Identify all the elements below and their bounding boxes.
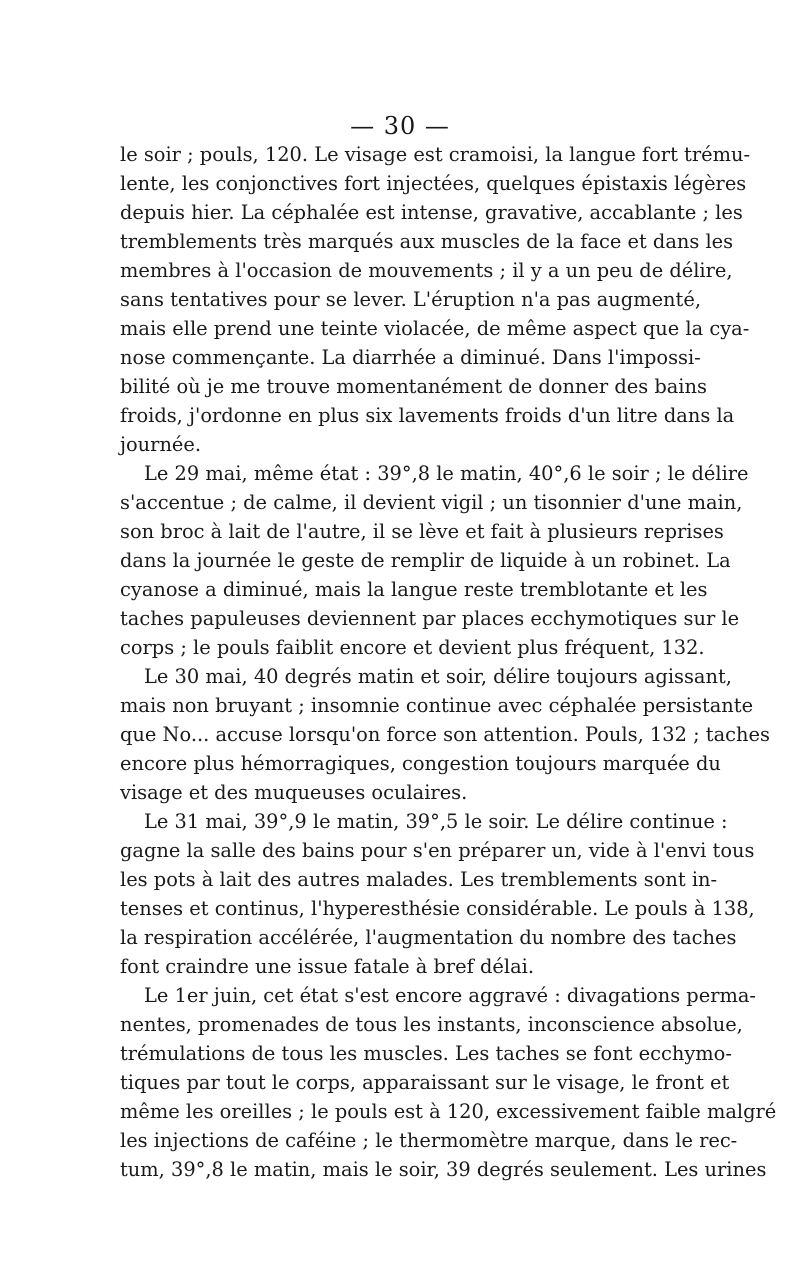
text-line: tum, 39°,8 le matin, mais le soir, 39 degrés seulement. Les urines: [120, 1158, 767, 1181]
page-number: — 30 —: [350, 112, 450, 140]
text-line: trémulations de tous les muscles. Les taches se font ecchymo-: [120, 1042, 732, 1065]
text-line: cyanose a diminué, mais la langue reste tremblotante et les: [120, 578, 708, 601]
text-line: font craindre une issue fatale à bref délai.: [120, 955, 535, 978]
text-line: Le 30 mai, 40 degrés matin et soir, délire toujours agissant,: [144, 665, 732, 688]
text-line: lente, les conjonctives fort injectées, quelques épistaxis légères: [120, 172, 747, 195]
text-line: Le 1er juin, cet état s'est encore aggravé : divagations perma-: [144, 984, 756, 1007]
body-text: [120, 140, 777, 1184]
text-line: membres à l'occasion de mouvements ; il y a un peu de délire,: [120, 259, 733, 282]
text-line: gagne la salle des bains pour s'en préparer un, vide à l'envi tous: [120, 839, 755, 862]
text-line: froids, j'ordonne en plus six lavements froids d'un litre dans la: [120, 404, 735, 427]
text-line: son broc à lait de l'autre, il se lève et fait à plusieurs reprises: [120, 520, 724, 543]
text-line: que No... accuse lorsqu'on force son attention. Pouls, 132 ; taches: [120, 723, 770, 746]
text-line: visage et des muqueuses oculaires.: [120, 781, 468, 804]
text-line: la respiration accélérée, l'augmentation du nombre des taches: [120, 926, 737, 949]
text-line: taches papuleuses deviennent par places ecchymotiques sur le: [120, 607, 740, 630]
text-line: depuis hier. La céphalée est intense, gravative, accablante ; les: [120, 201, 743, 224]
text-line: corps ; le pouls faiblit encore et devient plus fréquent, 132.: [120, 636, 705, 659]
text-line: tenses et continus, l'hyperesthésie considérable. Le pouls à 138,: [120, 897, 755, 920]
text-line: dans la journée le geste de remplir de liquide à un robinet. La: [120, 549, 731, 572]
text-line: mais elle prend une teinte violacée, de même aspect que la cya-: [120, 317, 750, 340]
text-line: Le 29 mai, même état : 39°,8 le matin, 40°,6 le soir ; le délire: [144, 462, 749, 485]
text-line: le soir ; pouls, 120. Le visage est cramoisi, la langue fort trému-: [120, 143, 750, 166]
text-line: s'accentue ; de calme, il devient vigil ; un tisonnier d'une main,: [120, 491, 743, 514]
text-line: tremblements très marqués aux muscles de la face et dans les: [120, 230, 734, 253]
text-line: les pots à lait des autres malades. Les tremblements sont in-: [120, 868, 718, 891]
text-line: même les oreilles ; le pouls est à 120, excessivement faible malgré: [120, 1100, 777, 1123]
text-line: bilité où je me trouve momentanément de donner des bains: [120, 375, 707, 398]
text-line: Le 31 mai, 39°,9 le matin, 39°,5 le soir. Le délire continue :: [144, 810, 728, 833]
text-line: les injections de caféine ; le thermomètre marque, dans le rec-: [120, 1129, 738, 1152]
text-line: journée.: [120, 433, 202, 456]
text-line: mais non bruyant ; insomnie continue avec céphalée persistante: [120, 694, 754, 717]
text-line: sans tentatives pour se lever. L'éruption n'a pas augmenté,: [120, 288, 701, 311]
text-line: nentes, promenades de tous les instants, inconscience absolue,: [120, 1013, 743, 1036]
text-line: tiques par tout le corps, apparaissant sur le visage, le front et: [120, 1071, 730, 1094]
text-line: encore plus hémorragiques, congestion toujours marquée du: [120, 752, 721, 775]
text-line: nose commençante. La diarrhée a diminué. Dans l'impossi-: [120, 346, 701, 369]
